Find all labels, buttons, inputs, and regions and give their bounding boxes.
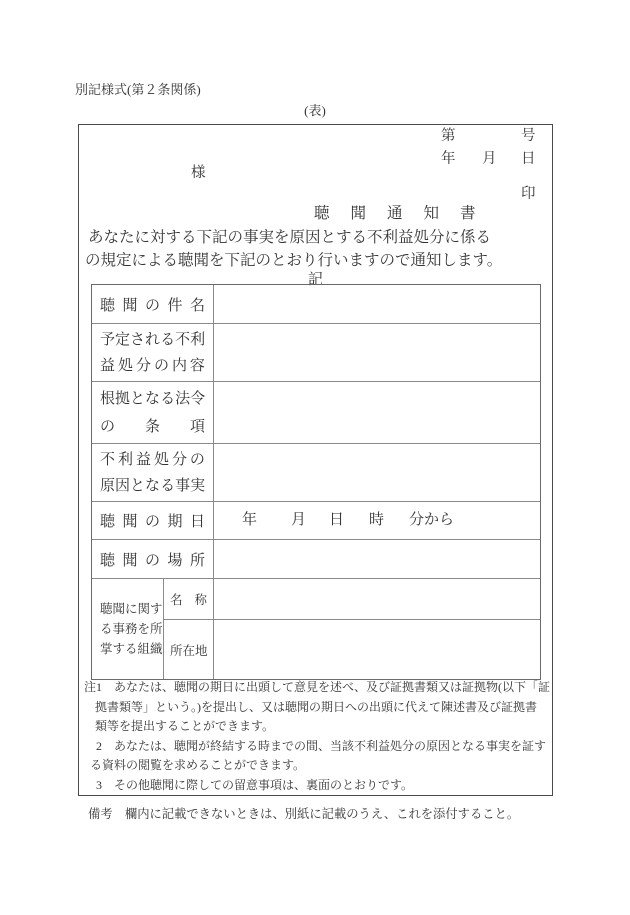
cell-value-causal-facts bbox=[214, 444, 540, 502]
notice-title: 聴聞通知書 bbox=[314, 205, 497, 222]
cell-value-org-name bbox=[214, 579, 540, 620]
intro-line-2: の規定による聴聞を下記のとおり行いますので通知します。 bbox=[85, 252, 503, 269]
note-line-6: 3 その他聴聞に際しての留意事項は、裏面のとおりです。 bbox=[96, 777, 414, 792]
hearing-details-table bbox=[91, 284, 541, 680]
sub-label-org-address: 所 在 地 bbox=[164, 620, 214, 679]
form-style-label: 別記様式(第２条関係) bbox=[75, 82, 201, 97]
cell-value-hearing-date bbox=[214, 502, 540, 540]
issue-date-month-label: 月 bbox=[482, 151, 497, 167]
cell-value-planned-disposition bbox=[214, 324, 540, 382]
note-line-1: 注1 あなたは、聴聞の期日に出頭して意見を述べ、及び証拠書類又は証拠物(以下「証 bbox=[84, 680, 550, 694]
sub-label-org-name: 名 称 bbox=[164, 579, 214, 620]
note-line-3: 類等を提出することができます。 bbox=[95, 719, 275, 733]
row-label-org-in-charge: 聴聞に関す る事務を所 掌する組織 bbox=[92, 579, 164, 679]
doc-number-prefix: 第 bbox=[441, 128, 456, 144]
issuer-seal-mark: 印 bbox=[521, 186, 536, 202]
row-label-case-name: 聴 聞 の 件 名 bbox=[92, 285, 214, 324]
remark-note: 備考 欄内に記載できないときは、別紙に記載のうえ、これを添付すること。 bbox=[88, 807, 520, 821]
note-line-5: る資料の閲覧を求めることができます。 bbox=[90, 758, 306, 772]
notice-form-box bbox=[78, 124, 553, 796]
note-line-4: 2 あなたは、聴聞が終結する時までの間、当該不利益処分の原因となる事実を証す bbox=[96, 738, 547, 753]
record-marker: 記 bbox=[307, 272, 323, 288]
hearing-date-year-label: 年 bbox=[242, 512, 258, 528]
cell-value-org-address bbox=[214, 620, 540, 679]
cell-value-case-name bbox=[214, 285, 540, 324]
hearing-date-minute-label: 分から bbox=[409, 512, 455, 528]
addressee-honorific: 様 bbox=[191, 165, 206, 181]
hearing-date-day-label: 日 bbox=[329, 512, 345, 528]
row-label-hearing-place: 聴 聞 の 場 所 bbox=[92, 540, 214, 579]
issue-date-day-label: 日 bbox=[521, 151, 536, 167]
front-side-indicator: (表) bbox=[304, 103, 326, 118]
issue-date-year-label: 年 bbox=[441, 151, 456, 167]
row-label-hearing-date: 聴 聞 の 期 日 bbox=[92, 502, 214, 540]
hearing-date-month-label: 月 bbox=[291, 512, 307, 528]
hearing-date-hour-label: 時 bbox=[369, 512, 385, 528]
note-line-2: 拠書類等」という。)を提出し、又は聴聞の期日への出頭に代えて陳述書及び証拠書 bbox=[95, 699, 537, 714]
cell-value-hearing-place bbox=[214, 540, 540, 579]
cell-value-legal-basis bbox=[214, 382, 540, 444]
row-label-planned-disposition: 予 定 さ れ る 不 利 益 処 分 の 内 容 bbox=[92, 324, 214, 382]
row-label-legal-basis: 根 拠 と な る 法 令 の 条 項 bbox=[92, 382, 214, 444]
doc-number-suffix: 号 bbox=[521, 128, 536, 144]
notes-block bbox=[79, 678, 550, 795]
row-label-causal-facts: 不 利 益 処 分 の 原 因 と な る 事 実 bbox=[92, 444, 214, 502]
intro-line-1: あなたに対する下記の事実を原因とする不利益処分に係る bbox=[88, 229, 492, 246]
